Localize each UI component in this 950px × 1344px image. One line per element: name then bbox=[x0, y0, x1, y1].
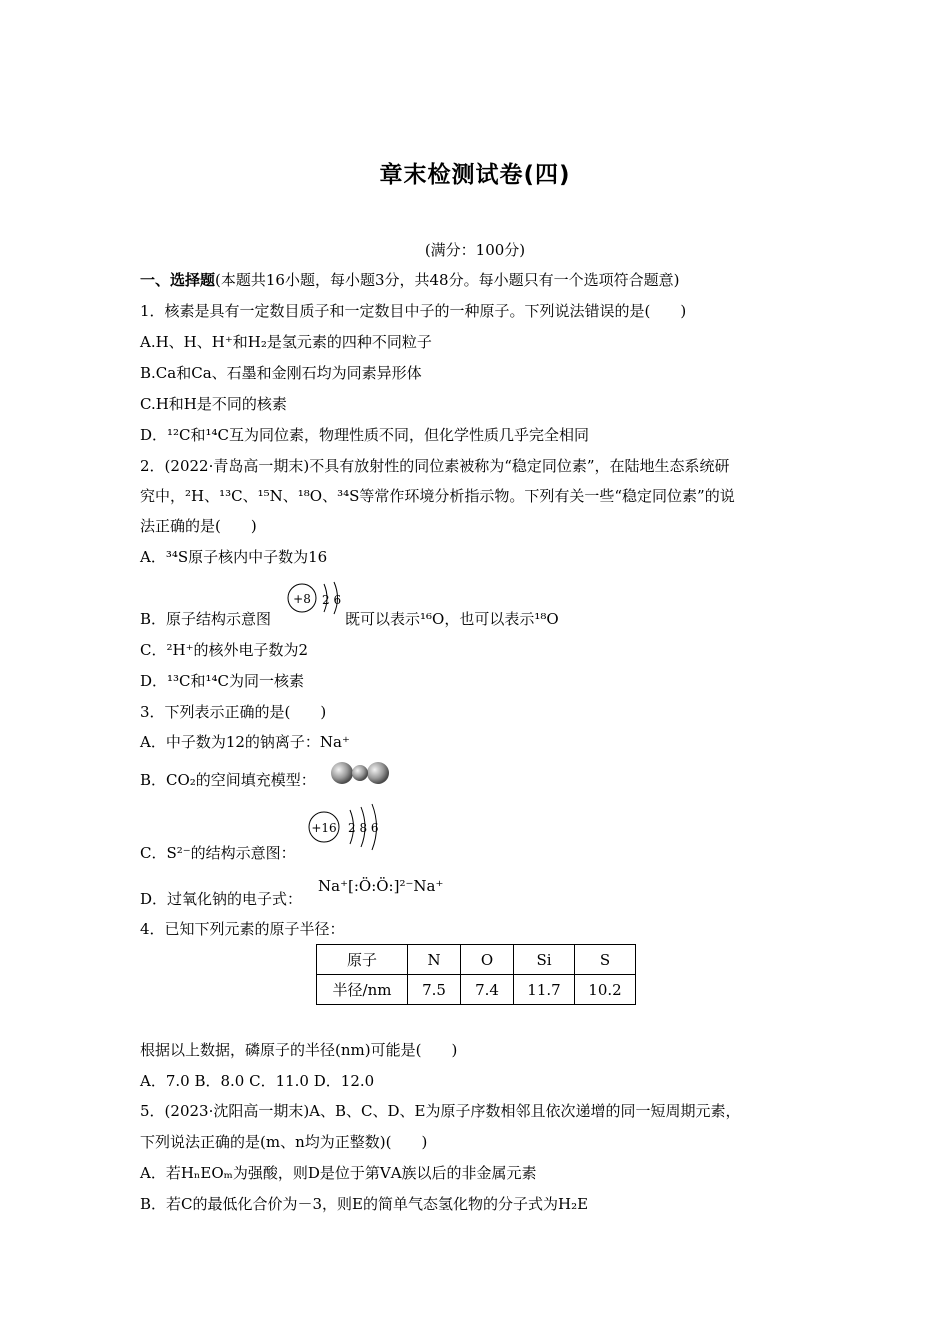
q5-stem-line2: 下列说法正确的是(m、n均为正整数)( ) bbox=[140, 1133, 428, 1151]
table-cell: Si bbox=[514, 945, 575, 975]
table-cell: N bbox=[408, 945, 461, 975]
q3-option-a: A．中子数为12的钠离子：Na⁺ bbox=[140, 733, 350, 751]
atomic-radius-table bbox=[316, 944, 636, 1005]
q3-stem: 3．下列表示正确的是( ) bbox=[140, 703, 327, 721]
q1-option-b: B.Ca和Ca、石墨和金刚石均为同素异形体 bbox=[140, 364, 422, 382]
q1-option-c: C.H和H是不同的核素 bbox=[140, 395, 287, 413]
shell-electrons: 2 6 bbox=[322, 593, 342, 607]
sodium-peroxide-electron-formula: Na⁺[:Ö:Ö:]²⁻Na⁺ bbox=[318, 877, 444, 895]
table-row bbox=[317, 975, 636, 1005]
q4-options: A．7.0 B．8.0 C．11.0 D．12.0 bbox=[140, 1072, 375, 1090]
q2-option-c: C．²H⁺的核外电子数为2 bbox=[140, 641, 309, 659]
q2-option-b-suffix: 既可以表示¹⁶O，也可以表示¹⁸O bbox=[345, 610, 559, 628]
q2-option-d: D．¹³C和¹⁴C为同一核素 bbox=[140, 672, 305, 690]
q2-option-a: A．³⁴S原子核内中子数为16 bbox=[140, 548, 328, 566]
oxygen-ball-left bbox=[331, 762, 353, 784]
q2-stem-line3: 法正确的是( ) bbox=[140, 517, 257, 535]
q1-stem: 1．核素是具有一定数目质子和一定数目中子的一种原子。下列说法错误的是( ) bbox=[140, 302, 687, 320]
table-cell: O bbox=[461, 945, 514, 975]
q5-option-b: B．若C的最低化合价为－3，则E的简单气态氢化物的分子式为H₂E bbox=[140, 1195, 589, 1213]
page-title: 章末检测试卷(四) bbox=[379, 162, 571, 188]
sulfide-ion-diagram bbox=[306, 800, 388, 852]
oxygen-ball-right bbox=[367, 762, 389, 784]
nucleus-charge: +16 bbox=[311, 821, 337, 835]
q3-option-b: B．CO₂的空间填充模型： bbox=[140, 771, 316, 789]
oxygen-atom-diagram bbox=[286, 578, 346, 622]
q2-stem-line1: 2．(2022·青岛高一期末)不具有放射性的同位素被称为“稳定同位素”，在陆地生态系统研 bbox=[140, 457, 730, 475]
section-heading bbox=[140, 270, 679, 290]
full-score: (满分：100分) bbox=[424, 241, 526, 259]
q3-option-d: D．过氧化钠的电子式： bbox=[140, 890, 303, 908]
section-desc: (本题共16小题，每小题3分，共48分。每小题只有一个选项符合题意) bbox=[215, 271, 680, 289]
section-label: 一、选择题 bbox=[140, 271, 216, 289]
q4-stem: 4．已知下列元素的原子半径： bbox=[140, 920, 345, 938]
table-cell: 11.7 bbox=[514, 975, 575, 1005]
q1-option-a: A.H、H、H⁺和H₂是氢元素的四种不同粒子 bbox=[140, 333, 432, 351]
q2-option-b-prefix: B．原子结构示意图 bbox=[140, 610, 272, 628]
q5-stem-line1: 5．(2023·沈阳高一期末)A、B、C、D、E为原子序数相邻且依次递增的同一短周期元素， bbox=[140, 1102, 741, 1120]
q3-option-c: C．S²⁻的结构示意图： bbox=[140, 844, 296, 862]
q2-stem-line2: 究中，²H、¹³C、¹⁵N、¹⁸O、³⁴S等常作环境分析指示物。下列有关一些“稳定同位素”的说 bbox=[140, 487, 735, 505]
nucleus-charge: +8 bbox=[293, 592, 311, 606]
table-cell: 7.5 bbox=[408, 975, 461, 1005]
carbon-ball bbox=[352, 765, 368, 781]
table-cell: 7.4 bbox=[461, 975, 514, 1005]
q4-question: 根据以上数据，磷原子的半径(nm)可能是( ) bbox=[140, 1041, 458, 1059]
table-cell: 半径/nm bbox=[317, 975, 408, 1005]
table-header-row bbox=[317, 945, 636, 975]
co2-space-filling-model bbox=[330, 760, 392, 786]
shell-electrons: 2 8 6 bbox=[348, 821, 379, 835]
table-cell: S bbox=[575, 945, 636, 975]
q1-option-d: D．¹²C和¹⁴C互为同位素，物理性质不同，但化学性质几乎完全相同 bbox=[140, 426, 590, 444]
table-cell: 10.2 bbox=[575, 975, 636, 1005]
table-cell: 原子 bbox=[317, 945, 408, 975]
q5-option-a: A．若HₙEOₘ为强酸，则D是位于第ⅤA族以后的非金属元素 bbox=[140, 1164, 537, 1182]
